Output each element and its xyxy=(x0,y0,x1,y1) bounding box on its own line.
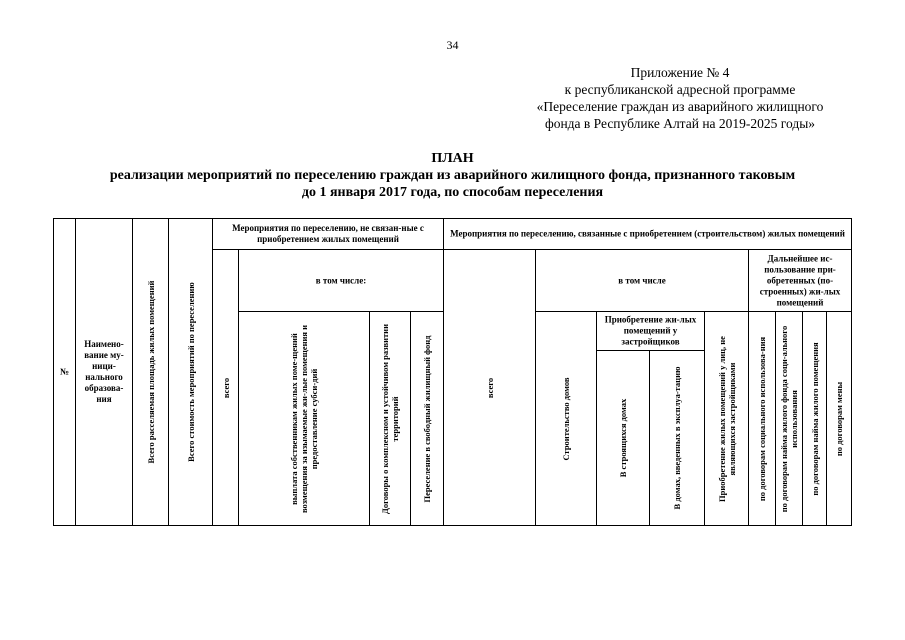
header-total-1: всего xyxy=(220,377,231,398)
header-commissioned: В домах, введенных в эксплуа-тацию xyxy=(672,366,682,510)
header-cell-total-cost xyxy=(168,218,213,526)
header-cell-agreements xyxy=(369,311,411,526)
header-cell-social-rent xyxy=(748,311,776,526)
header-social-rent: по договорам социального использова-ния xyxy=(757,336,767,501)
header-exchange: по договорам мены xyxy=(834,381,844,456)
header-social-use-fund: по договорам найма жилого фонда соци-ального использования xyxy=(779,325,799,512)
header-group-not-acquisition: Мероприятия по переселению, не связан-ные с приобретением жилых помещений xyxy=(232,223,424,244)
header-from-developers: Приобретение жи-лых помещений у застройщиков xyxy=(604,314,697,347)
appendix-line: «Переселение граждан из аварийного жилищного xyxy=(536,99,824,114)
header-including-2: в том числе xyxy=(618,275,666,285)
header-from-non-developers: Приобретение жилых помещений у лиц, не являющихся застройщиками xyxy=(716,335,737,502)
header-cell-social-use-fund xyxy=(775,311,803,526)
plan-title-heading: ПЛАН xyxy=(431,151,474,166)
header-cell-including-2 xyxy=(535,249,749,312)
header-cell-group-not-acquisition xyxy=(212,218,444,250)
header-construction: Строительство домов xyxy=(561,377,571,460)
header-cell-exchange xyxy=(826,311,852,526)
plan-title-subtitle: реализации мероприятий по переселению граждан из аварийного жилищного фонда, признанного таковым xyxy=(109,168,796,183)
header-cell-from-developers xyxy=(596,311,705,351)
appendix-line: Приложение № 4 xyxy=(630,65,730,80)
header-under-construction: В строящихся домах xyxy=(618,398,628,478)
header-cell-number xyxy=(53,218,76,526)
header-cell-total-area xyxy=(132,218,169,526)
header-cell-including-1 xyxy=(238,249,444,312)
header-cell-free-fund xyxy=(410,311,444,526)
header-cell-total-2 xyxy=(443,249,536,526)
header-cell-commissioned xyxy=(649,350,705,526)
header-cell-further-use xyxy=(748,249,852,312)
header-number: № xyxy=(59,366,70,377)
header-free-fund: Переселение в свободный жилищный фонд xyxy=(422,335,432,502)
header-total-cost: Всего стоимость мероприятий по переселению xyxy=(185,282,196,462)
header-further-use: Дальнейшее ис-пользование при-обретенных (по-строенных) жи-лых помещений xyxy=(759,253,841,307)
header-cell-municipality xyxy=(75,218,133,526)
header-group-acquisition: Мероприятия по переселению, связанные с приобретением (строительством) жилых помещений xyxy=(450,228,845,239)
header-total-area: Всего расселяемая площадь жилых помещений xyxy=(145,280,156,464)
header-rent-contracts: по договорам найма жилого помещения xyxy=(809,341,820,496)
appendix-line: к республиканской адресной программе xyxy=(564,82,796,97)
header-payout: выплата собственникам жилых поме-щений возмещения за изымаемые жи-лые помещения и предоставление субси-дий xyxy=(289,324,319,513)
plan-title-subtitle: до 1 января 2017 года, по способам переселения xyxy=(301,185,604,200)
header-cell-payout xyxy=(238,311,370,526)
header-total-2: всего xyxy=(484,377,495,398)
header-cell-rent-contracts xyxy=(802,311,827,526)
page-number: 34 xyxy=(446,38,459,52)
appendix-line: фонда в Республике Алтай на 2019-2025 годы» xyxy=(544,116,816,131)
header-cell-from-non-developers xyxy=(704,311,749,526)
header-cell-under-construction xyxy=(596,350,650,526)
header-agreements: Договоры о комплексном и устойчивом развитии территорий xyxy=(380,323,400,514)
header-including-1: в том числе: xyxy=(315,275,367,285)
header-cell-total-1 xyxy=(212,249,239,526)
header-cell-group-acquisition xyxy=(443,218,852,250)
header-cell-construction xyxy=(535,311,597,526)
header-municipality: Наимено-вание му-ници-нального образова-ния xyxy=(84,339,124,404)
